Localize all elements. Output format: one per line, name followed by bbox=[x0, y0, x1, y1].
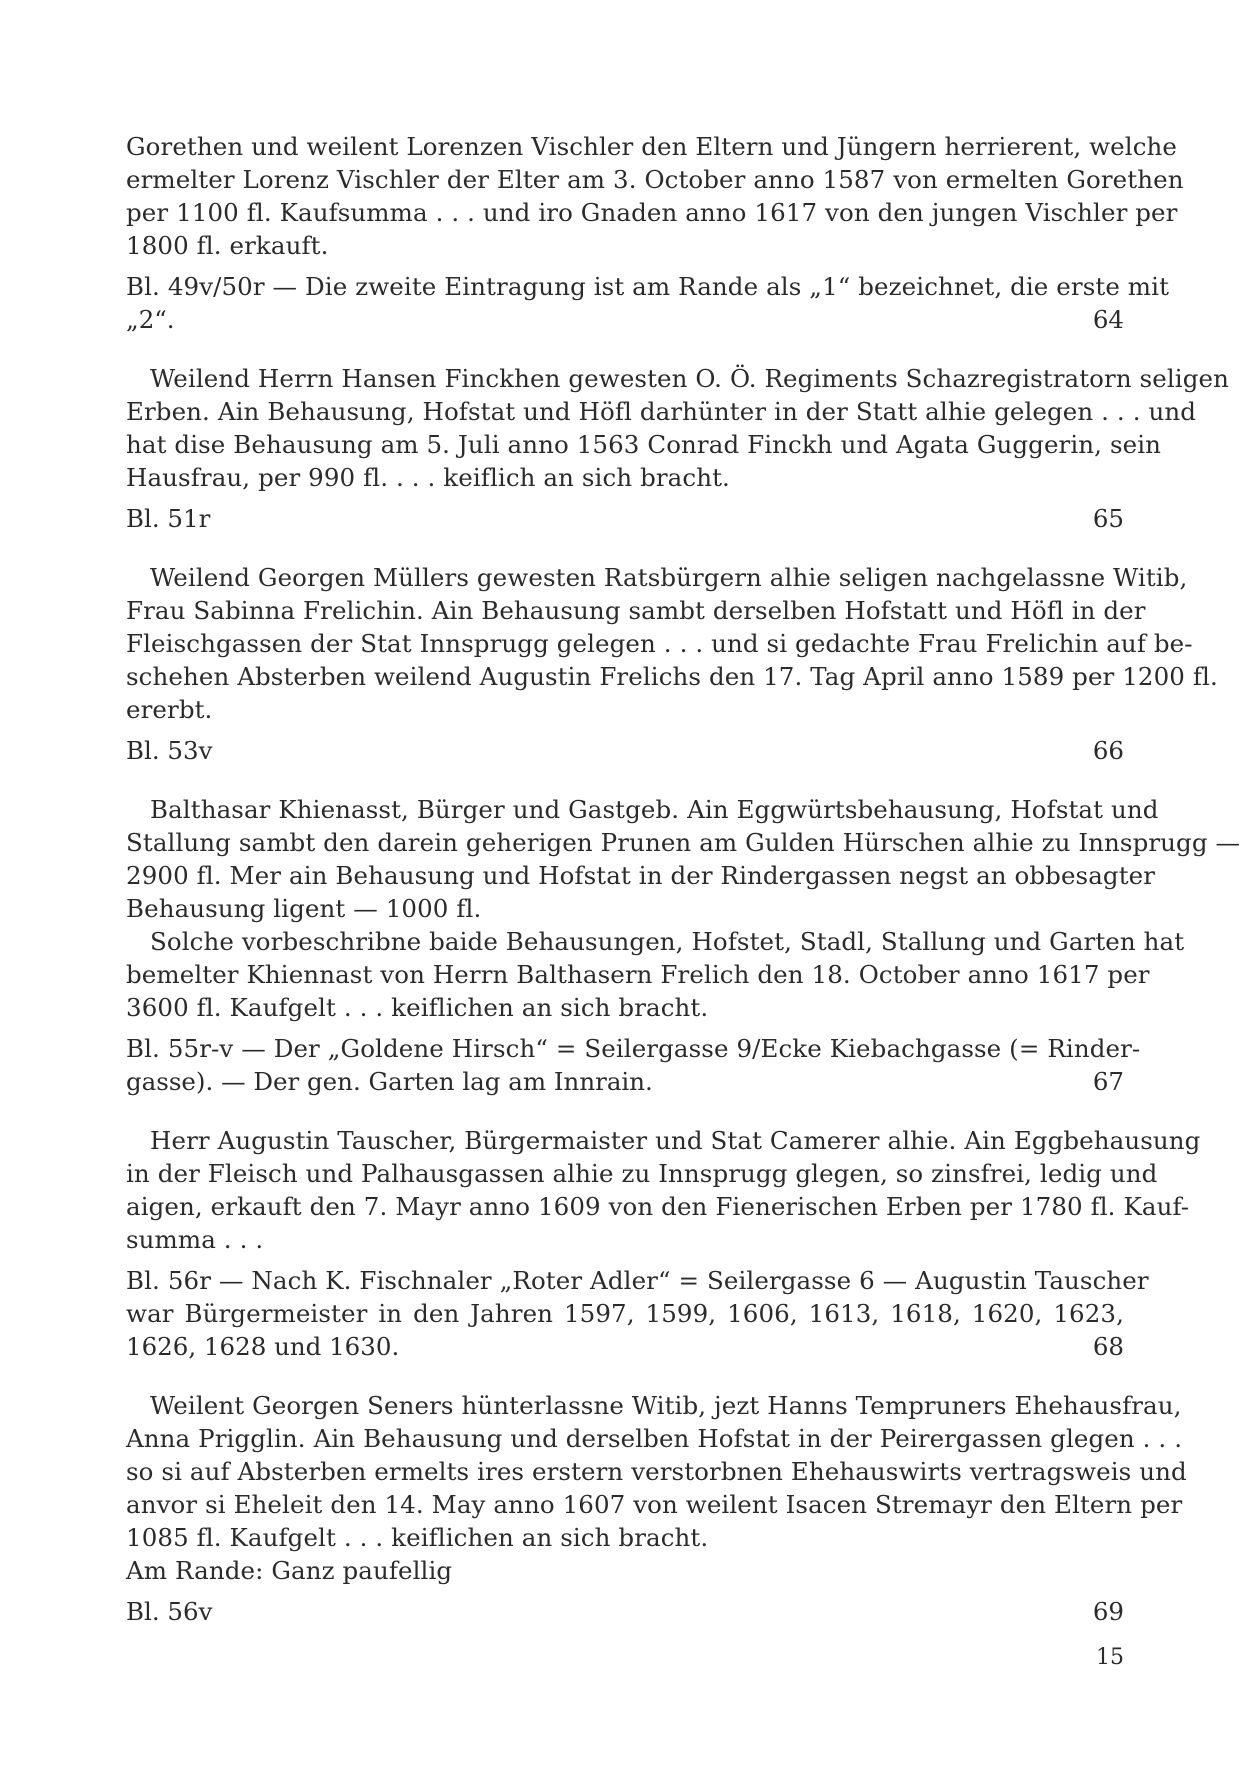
text-line: aigen, erkauft den 7. Mayr anno 1609 von den Fienerischen Erben per 1780 fl. Kauf- bbox=[126, 1192, 1190, 1221]
text-line: Frau Sabinna Frelichin. Ain Behausung sambt derselben Hofstatt und Höfl in der bbox=[126, 596, 1146, 625]
margin-note: Am Rande: Ganz paufellig bbox=[126, 1556, 453, 1585]
text-line: in der Fleisch und Palhausgassen alhie zu Innsprugg glegen, so zinsfrei, ledig und bbox=[126, 1159, 1158, 1188]
entry-number: 65 bbox=[1092, 504, 1124, 533]
reference-text: gasse). — Der gen. Garten lag am Innrain. bbox=[126, 1067, 653, 1096]
text-line: 3600 fl. Kaufgelt . . . keiflichen an sich bracht. bbox=[126, 993, 709, 1022]
text-line: 1800 fl. erkauft. bbox=[126, 231, 329, 260]
text-line: summa . . . bbox=[126, 1225, 264, 1254]
entry-69 bbox=[126, 1389, 1187, 1628]
entry-66 bbox=[126, 561, 1218, 767]
text-line: 2900 fl. Mer ain Behausung und Hofstat in der Rindergassen negst an obbesagter bbox=[126, 861, 1156, 890]
text-line: Hausfrau, per 990 fl. . . . keiflich an sich bracht. bbox=[126, 463, 730, 492]
entry-number: 64 bbox=[1092, 305, 1124, 334]
text-line: so si auf Absterben ermelts ires erstern verstorbnen Ehehauswirts vertragsweis und bbox=[126, 1457, 1187, 1486]
entry-65 bbox=[126, 362, 1229, 535]
text-line: Herr Augustin Tauscher, Bürgermaister und Stat Camerer alhie. Ain Eggbehausung bbox=[150, 1126, 1201, 1155]
reference-text: Bl. 56v bbox=[126, 1597, 213, 1626]
text-line: Erben. Ain Behausung, Hofstat und Höfl darhünter in der Statt alhie gelegen . . . und bbox=[126, 397, 1197, 426]
note-line: Bl. 56r — Nach K. Fischnaler „Roter Adler“ = Seilergasse 6 — Augustin Tauscher bbox=[126, 1266, 1149, 1295]
reference-text: Bl. 53v bbox=[126, 736, 213, 765]
reference-line bbox=[126, 1065, 1124, 1098]
reference-line bbox=[126, 734, 1124, 767]
text-line: schehen Absterben weilend Augustin Frelichs den 17. Tag April anno 1589 per 1200 fl. bbox=[126, 662, 1218, 691]
note-line: Bl. 55r-v — Der „Goldene Hirsch“ = Seilergasse 9/Ecke Kiebachgasse (= Rinder- bbox=[126, 1034, 1141, 1063]
reference-text: 1626, 1628 und 1630. bbox=[126, 1332, 400, 1361]
text-line: per 1100 fl. Kaufsumma . . . und iro Gnaden anno 1617 von den jungen Vischler per bbox=[126, 198, 1178, 227]
text-line: Weilent Georgen Seners hünterlassne Witib, jezt Hanns Tempruners Ehehausfrau, bbox=[150, 1391, 1182, 1420]
text-line: ermelter Lorenz Vischler der Elter am 3. October anno 1587 von ermelten Gorethen bbox=[126, 165, 1184, 194]
reference-line bbox=[126, 303, 1124, 336]
entry-68 bbox=[126, 1124, 1201, 1363]
entry-number: 67 bbox=[1092, 1067, 1124, 1096]
entry-number: 69 bbox=[1092, 1597, 1124, 1626]
text-line: Weilend Herrn Hansen Finckhen gewesten O. Ö. Regiments Schazregistratorn seligen bbox=[150, 364, 1229, 393]
reference-text: Bl. 51r bbox=[126, 504, 211, 533]
text-line: ererbt. bbox=[126, 695, 213, 724]
text-line: Gorethen und weilent Lorenzen Vischler den Eltern und Jüngern herrierent, welche bbox=[126, 132, 1178, 161]
text-line: Solche vorbeschribne baide Behausungen, Hofstet, Stadl, Stallung und Garten hat bbox=[150, 927, 1185, 956]
reference-text: „2“. bbox=[126, 305, 175, 334]
entry-64 bbox=[126, 130, 1184, 336]
page-number: 15 bbox=[1096, 1645, 1124, 1670]
text-line: bemelter Khiennast von Herrn Balthasern Frelich den 18. October anno 1617 per bbox=[126, 960, 1150, 989]
reference-line bbox=[126, 502, 1124, 535]
reference-line bbox=[126, 1595, 1124, 1628]
text-line: Fleischgassen der Stat Innsprugg gelegen . . . und si gedachte Frau Frelichin auf be- bbox=[126, 629, 1193, 658]
text-line: hat dise Behausung am 5. Juli anno 1563 Conrad Finckh und Agata Guggerin, sein bbox=[126, 430, 1162, 459]
text-line: Weilend Georgen Müllers gewesten Ratsbürgern alhie seligen nachgelassne Witib, bbox=[150, 563, 1188, 592]
note-line: Bl. 49v/50r — Die zweite Eintragung ist am Rande als „1“ bezeichnet, die erste mit bbox=[126, 272, 1170, 301]
reference-line bbox=[126, 1330, 1124, 1363]
entry-number: 66 bbox=[1092, 736, 1124, 765]
note-line: war Bürgermeister in den Jahren 1597, 1599, 1606, 1613, 1618, 1620, 1623, bbox=[126, 1299, 1124, 1328]
text-line: anvor si Eheleit den 14. May anno 1607 von weilent Isacen Stremayr den Eltern per bbox=[126, 1490, 1183, 1519]
entry-number: 68 bbox=[1092, 1332, 1124, 1361]
entry-67 bbox=[126, 793, 1241, 1098]
text-line: Balthasar Khienasst, Bürger und Gastgeb. Ain Eggwürtsbehausung, Hofstat und bbox=[150, 795, 1159, 824]
text-line: Stallung sambt den darein geherigen Prunen am Gulden Hürschen alhie zu Innsprugg — bbox=[126, 828, 1241, 857]
text-line: Anna Prigglin. Ain Behausung und derselben Hofstat in der Peirergassen glegen . . . bbox=[126, 1424, 1183, 1453]
document-page bbox=[126, 130, 1241, 1628]
text-line: 1085 fl. Kaufgelt . . . keiflichen an sich bracht. bbox=[126, 1523, 709, 1552]
text-line: Behausung ligent — 1000 fl. bbox=[126, 894, 482, 923]
